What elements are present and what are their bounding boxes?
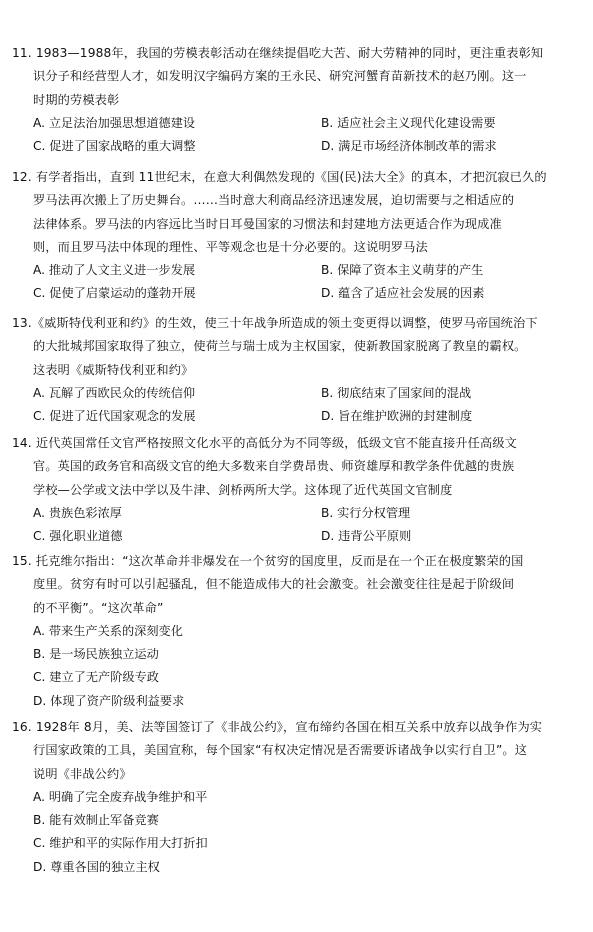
question-12-option-b[interactable]: B. 保障了资本主义萌芽的产生 [321, 263, 484, 278]
question-14-line-3: 学校—公学或文法中学以及牛津、剑桥两所大学。这体现了近代英国文官制度 [33, 482, 453, 497]
question-11-options-row-1 [12, 112, 582, 135]
question-16 [12, 716, 582, 879]
question-16-option-b-row [12, 809, 582, 832]
question-13-options-row-1 [12, 382, 582, 405]
question-16-line-3: 说明《非战公约》 [33, 766, 132, 781]
question-11-options-row-2 [12, 135, 582, 158]
question-12-line-4: 则，而且罗马法中体现的理性、平等观念也是十分必要的。这说明罗马法 [33, 239, 428, 254]
question-16-option-d-row [12, 856, 582, 879]
question-15-option-d[interactable]: D. 体现了资产阶级利益要求 [33, 693, 185, 708]
question-14 [12, 432, 582, 548]
question-14-option-d[interactable]: D. 违背公平原则 [321, 529, 412, 544]
question-12-option-a[interactable]: A. 推动了人文主义进一步发展 [33, 263, 196, 278]
question-13 [12, 312, 582, 428]
question-13-option-c[interactable]: C. 促进了近代国家观念的发展 [33, 409, 196, 424]
question-13-option-b[interactable]: B. 彻底结束了国家间的混战 [321, 385, 472, 400]
question-16-option-a[interactable]: A. 明确了完全废弃战争维护和平 [33, 789, 208, 804]
question-16-line-2: 行国家政策的工具，美国宣称，每个国家“有权决定情况是否需要诉诸战争以实行自卫”。这 [33, 743, 528, 758]
question-16-option-a-row [12, 786, 582, 809]
question-11 [12, 42, 582, 158]
question-15-option-c-row [12, 666, 582, 689]
question-13-option-d[interactable]: D. 旨在维护欧洲的封建制度 [321, 409, 473, 424]
question-15-line-3: 的不平衡”。“这次革命” [33, 600, 164, 615]
question-14-line-2: 官。英国的政务官和高级文官的绝大多数来自学费昂贵、师资雄厚和教学条件优越的贵族 [33, 459, 515, 474]
question-16-option-c-row [12, 832, 582, 855]
question-11-option-c[interactable]: C. 促进了国家战略的重大调整 [33, 139, 196, 154]
question-14-options-row-1 [12, 502, 582, 525]
question-13-line-3: 这表明《威斯特伐利亚和约》 [33, 362, 194, 377]
question-12-line-1: 12. 有学者指出，直到 11世纪末，在意大利偶然发现的《国(民)法大全》的真本，才把沉寂已久的 [12, 170, 547, 184]
question-15-line-1: 15. 托克维尔指出：“这次革命并非爆发在一个贫穷的国度里，反而是在一个正在极度繁荣的国 [12, 554, 524, 568]
question-11-option-a[interactable]: A. 立足法治加强思想道德建设 [33, 115, 196, 130]
question-12 [12, 166, 582, 306]
question-15 [12, 550, 582, 713]
question-15-option-a[interactable]: A. 带来生产关系的深刻变化 [33, 623, 183, 638]
question-11-option-b[interactable]: B. 适应社会主义现代化建设需要 [321, 115, 496, 130]
question-11-line-2: 识分子和经营型人才，如发明汉字编码方案的王永民、研究河蟹育苗新技术的赵乃刚。这一 [33, 69, 527, 84]
question-14-option-b[interactable]: B. 实行分权管理 [321, 505, 411, 520]
question-11-line-3: 时期的劳模表彰 [33, 92, 120, 107]
question-12-option-c[interactable]: C. 促使了启蒙运动的蓬勃开展 [33, 286, 196, 301]
question-12-options-row-1 [12, 259, 582, 282]
question-13-options-row-2 [12, 405, 582, 428]
question-16-option-d[interactable]: D. 尊重各国的独立主权 [33, 859, 160, 874]
question-12-line-3: 法律体系。罗马法的内容远比当时日耳曼国家的习惯法和封建地方法更适合作为现成准 [33, 216, 502, 231]
question-16-option-b[interactable]: B. 能有效制止军备竞赛 [33, 813, 159, 828]
question-16-line-1: 16. 1928年 8月，美、法等国签订了《非战公约》，宣布缔约各国在相互关系中放弃以战争作为实 [12, 720, 543, 734]
question-15-option-c[interactable]: C. 建立了无产阶级专政 [33, 670, 159, 685]
question-14-option-a[interactable]: A. 贵族色彩浓厚 [33, 505, 122, 520]
question-15-option-a-row [12, 620, 582, 643]
question-13-line-2: 的大批城邦国家取得了独立，使荷兰与瑞士成为主权国家，使新教国家脱离了教皇的霸权。 [33, 339, 527, 354]
question-13-line-1: 13.《威斯特伐利亚和约》的生效，使三十年战争所造成的领土变更得以调整，使罗马帝国统治下 [12, 316, 538, 330]
question-14-option-c[interactable]: C. 强化职业道德 [33, 529, 123, 544]
question-12-option-d[interactable]: D. 蕴含了适应社会发展的因素 [321, 286, 485, 301]
question-14-options-row-2 [12, 525, 582, 548]
question-14-line-1: 14. 近代英国常任文官严格按照文化水平的高低分为不同等级，低级文官不能直接升任高级文 [12, 436, 518, 450]
question-15-line-2: 度里。贫穷有时可以引起骚乱，但不能造成伟大的社会激变。社会激变往往是起于阶级间 [33, 577, 515, 592]
question-13-option-a[interactable]: A. 瓦解了西欧民众的传统信仰 [33, 385, 196, 400]
question-12-options-row-2 [12, 282, 582, 305]
question-15-option-b[interactable]: B. 是一场民族独立运动 [33, 647, 159, 662]
question-11-option-d[interactable]: D. 满足市场经济体制改革的需求 [321, 139, 497, 154]
question-15-option-d-row [12, 690, 582, 713]
question-16-option-c[interactable]: C. 维护和平的实际作用大打折扣 [33, 836, 208, 851]
question-15-option-b-row [12, 643, 582, 666]
question-11-line-1: 11. 1983—1988年，我国的劳模表彰活动在继续提倡吃大苦、耐大劳精神的同时，更注重表彰知 [12, 46, 544, 60]
question-12-line-2: 罗马法再次搬上了历史舞台。……当时意大利商品经济迅速发展，迫切需要与之相适应的 [33, 193, 515, 208]
